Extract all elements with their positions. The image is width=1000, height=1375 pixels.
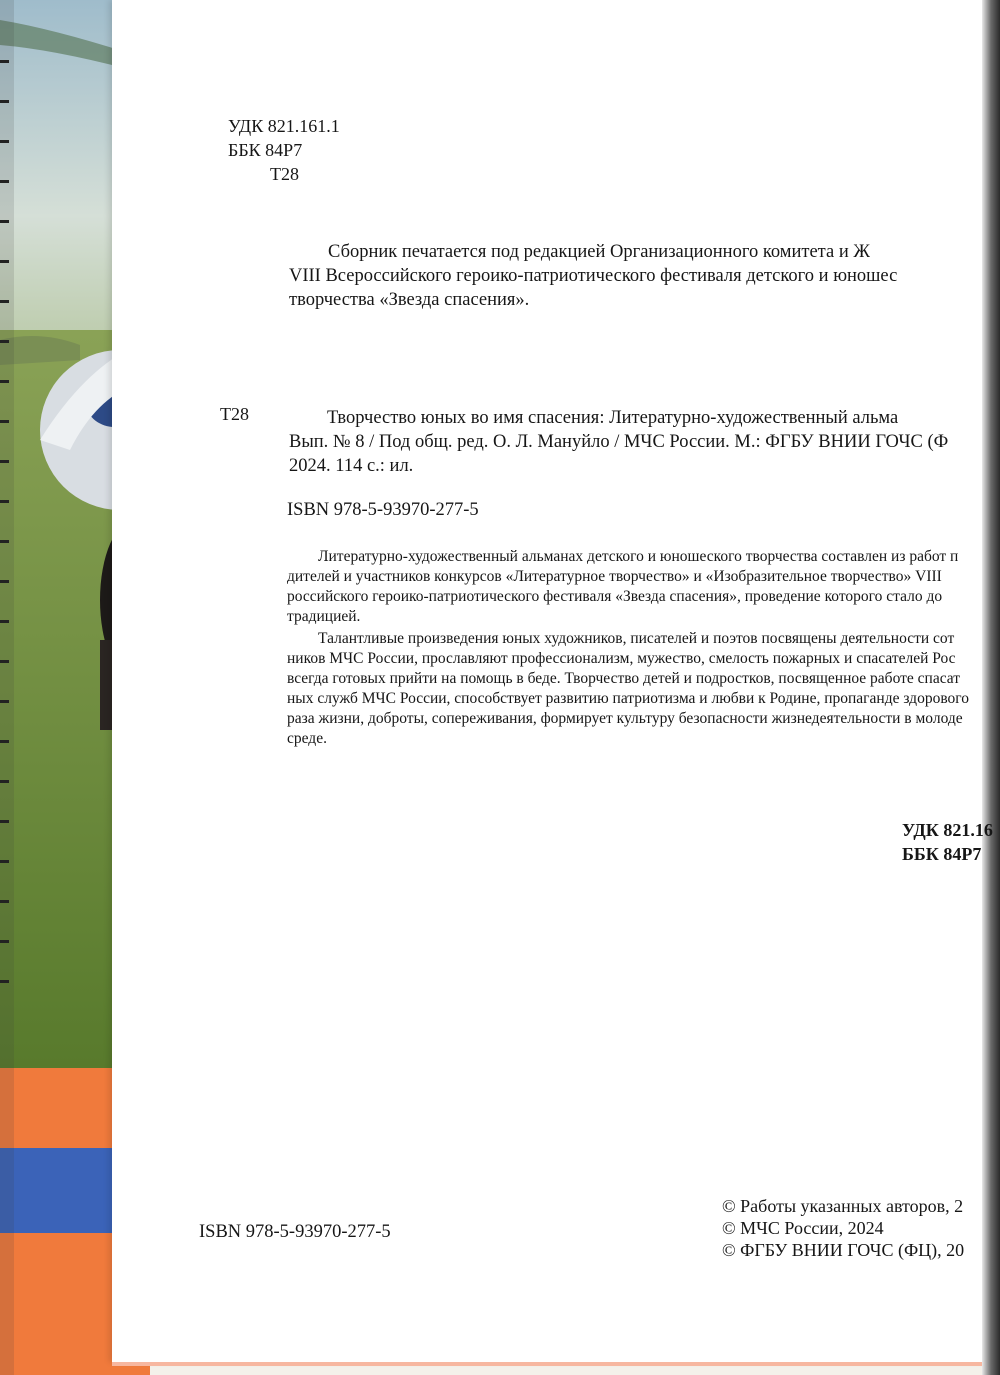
record-author-mark: Т28	[220, 404, 249, 424]
annotation-line: среде.	[287, 730, 327, 747]
annotation-line: раза жизни, доброты, сопереживания, формирует культуру безопасности жизнедеятельности в молоде	[287, 710, 963, 727]
bbk-code: ББК 84Р7	[228, 140, 303, 160]
bottom-bbk-code: ББК 84Р7	[902, 844, 982, 864]
bottom-udk-code: УДК 821.16	[902, 820, 993, 840]
annotation-line: российского героико-патриотического фестиваля «Звезда спасения», проведение которого стало до	[287, 588, 943, 605]
author-mark: Т28	[270, 164, 299, 184]
annotation-line: всегда готовых прийти на помощь в беде. Творчество детей и подростков, посвященное работе спасат	[287, 670, 961, 687]
annotation-line: Литературно-художественный альманах детского и юношеского творчества составлен из работ п	[318, 548, 959, 565]
annotation-line: Талантливые произведения юных художников, писателей и поэтов посвящены деятельности сот	[318, 630, 955, 647]
record-line-1: Творчество юных во имя спасения: Литературно-художественный альма	[327, 408, 899, 428]
bottom-isbn: ISBN 978-5-93970-277-5	[199, 1222, 391, 1242]
record-isbn: ISBN 978-5-93970-277-5	[287, 500, 479, 520]
record-line-3: 2024. 114 с.: ил.	[289, 456, 414, 476]
record-line-2: Вып. № 8 / Под общ. ред. О. Л. Мануйло / МЧС России. М.: ФГБУ ВНИИ ГОЧС (Ф	[289, 432, 949, 452]
spiral-binding	[0, 0, 14, 1375]
copyright-authors: © Работы указанных авторов, 2	[722, 1196, 964, 1216]
copyright-mchs: © МЧС России, 2024	[722, 1218, 884, 1238]
editorial-note-line-1: Сборник печатается под редакцией Организационного комитета и Ж	[328, 242, 870, 262]
annotation-line: ных служб МЧС России, способствует развитию патриотизма и любви к Родине, пропаганде здорового	[287, 690, 969, 707]
copyright-vnii-gochs: © ФГБУ ВНИИ ГОЧС (ФЦ), 20	[722, 1240, 965, 1260]
annotation-line: дителей и участников конкурсов «Литературное творчество» и «Изобразительное творчество» VIII	[287, 568, 942, 585]
annotation-line: ников МЧС России, прославляют профессионализм, мужество, смелость пожарных и спасателей Рос	[287, 650, 956, 667]
editorial-note-line-3: творчества «Звезда спасения».	[289, 290, 530, 310]
editorial-note-line-2: VIII Всероссийского героико-патриотического фестиваля детского и юношес	[289, 266, 898, 286]
scan-edge-shadow	[982, 0, 1000, 1375]
annotation-line: традицией.	[287, 608, 361, 625]
udk-code: УДК 821.161.1	[228, 116, 340, 136]
